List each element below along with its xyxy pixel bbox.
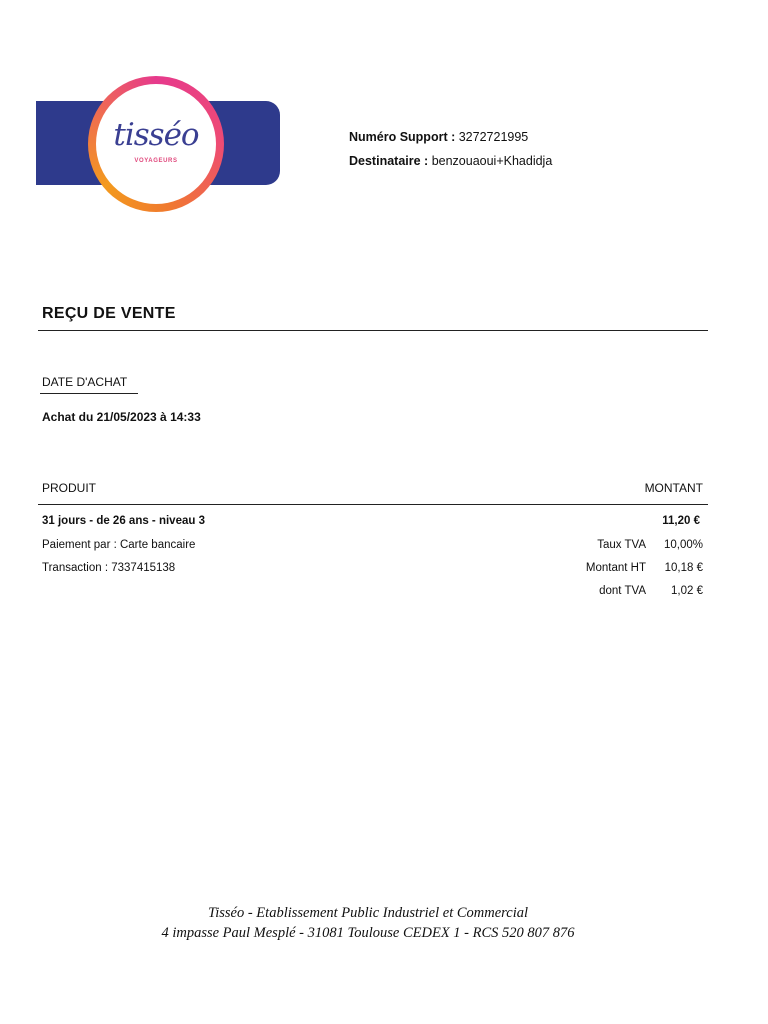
support-number-label: Numéro Support : bbox=[349, 130, 456, 144]
product-amount: 11,20 € bbox=[662, 515, 700, 527]
title-divider bbox=[38, 330, 708, 331]
amount-column-header: MONTANT bbox=[644, 481, 703, 495]
tax-row-ht bbox=[0, 562, 768, 578]
tax-row-vat bbox=[0, 585, 768, 601]
amount-ht-value: 10,18 € bbox=[664, 562, 703, 574]
tax-row-rate bbox=[0, 539, 768, 555]
tisseo-logo bbox=[36, 76, 282, 212]
purchase-date-value: Achat du 21/05/2023 à 14:33 bbox=[42, 410, 201, 424]
product-name: 31 jours - de 26 ans - niveau 3 bbox=[42, 515, 205, 527]
date-label-underline bbox=[40, 393, 138, 394]
support-number-value: 3272721995 bbox=[458, 130, 529, 144]
receipt-title: REÇU DE VENTE bbox=[42, 305, 176, 322]
payment-method: Paiement par : Carte bancaire bbox=[42, 539, 196, 551]
recipient-line bbox=[349, 149, 552, 173]
amount-ht-label: Montant HT bbox=[585, 562, 646, 574]
logo-wordmark: tisséo bbox=[113, 117, 199, 153]
footer-line-2: 4 impasse Paul Mesplé - 31081 Toulouse CEDEX 1 - RCS 520 807 876 bbox=[161, 925, 575, 941]
transaction-id: Transaction : 7337415138 bbox=[42, 562, 176, 574]
vat-amount-label: dont TVA bbox=[599, 585, 646, 597]
support-number-line bbox=[349, 125, 552, 149]
product-column-header: PRODUIT bbox=[42, 481, 96, 495]
footer-line-1: Tisséo - Etablissement Public Industriel et Commercial bbox=[207, 905, 529, 921]
tax-rate-value: 10,00% bbox=[663, 539, 703, 551]
recipient-value: benzouaoui+Khadidja bbox=[431, 154, 553, 168]
support-info bbox=[349, 125, 552, 173]
table-header-divider bbox=[38, 504, 708, 505]
tax-rate-label: Taux TVA bbox=[597, 539, 646, 551]
recipient-label: Destinataire : bbox=[349, 154, 429, 168]
purchase-date-label: DATE D'ACHAT bbox=[42, 375, 128, 389]
company-footer bbox=[0, 903, 736, 943]
logo-subtitle: VOYAGEURS bbox=[134, 158, 178, 164]
vat-amount-value: 1,02 € bbox=[671, 585, 703, 597]
